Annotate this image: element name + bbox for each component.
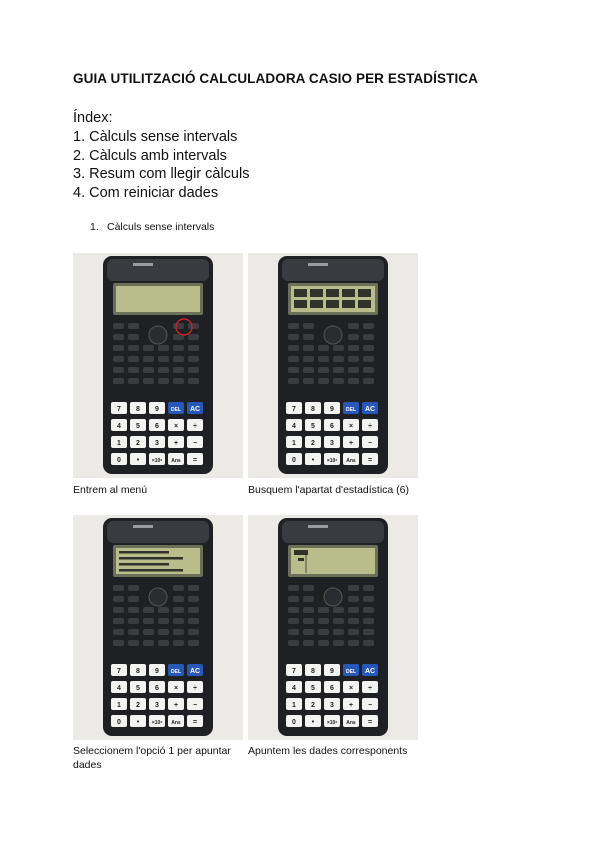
key-label: •	[136, 719, 140, 726]
function-key	[333, 345, 344, 351]
index-list	[73, 128, 249, 202]
brand-logo	[308, 525, 328, 528]
list-line	[119, 551, 169, 554]
function-key	[288, 378, 299, 384]
function-key	[348, 378, 359, 384]
key-label: 3	[155, 702, 159, 709]
function-key	[303, 323, 314, 329]
key-label: 2	[136, 440, 140, 447]
function-key	[128, 640, 139, 646]
function-key	[288, 629, 299, 635]
key-label: ×10ˣ	[151, 458, 163, 464]
function-key	[348, 618, 359, 624]
key-label: 4	[117, 685, 121, 692]
key-label: DEL	[171, 407, 181, 413]
key-label: •	[311, 719, 315, 726]
caption-4: Apuntem les dades corresponents	[248, 745, 408, 757]
function-key	[318, 378, 329, 384]
function-key	[188, 378, 199, 384]
function-key	[303, 367, 314, 373]
function-key	[303, 585, 314, 591]
function-key	[188, 618, 199, 624]
function-key	[303, 345, 314, 351]
function-key	[143, 345, 154, 351]
function-key	[348, 607, 359, 613]
function-key	[188, 640, 199, 646]
function-key	[188, 334, 199, 340]
key-label: DEL	[346, 669, 356, 675]
key-label: 0	[117, 719, 121, 726]
function-key	[158, 378, 169, 384]
function-key	[288, 596, 299, 602]
function-key	[128, 356, 139, 362]
function-key	[363, 585, 374, 591]
index-item: 2. Càlculs amb intervals	[73, 147, 227, 164]
function-key	[158, 607, 169, 613]
function-key	[128, 618, 139, 624]
function-key	[173, 618, 184, 624]
function-key	[143, 618, 154, 624]
key-label: −	[367, 702, 373, 709]
function-key	[113, 356, 124, 362]
key-label: 6	[330, 685, 334, 692]
function-key	[173, 629, 184, 635]
function-key	[288, 607, 299, 613]
function-key	[333, 640, 344, 646]
section-heading	[90, 221, 214, 233]
index-item: 4. Com reiniciar dades	[73, 184, 219, 201]
key-label: =	[367, 719, 373, 726]
function-key	[288, 345, 299, 351]
function-key	[188, 345, 199, 351]
key-label: 8	[136, 406, 140, 413]
menu-glyph	[310, 289, 323, 297]
key-label: AC	[189, 406, 201, 413]
function-key	[113, 585, 124, 591]
function-key	[158, 640, 169, 646]
function-key	[303, 607, 314, 613]
function-key	[188, 367, 199, 373]
key-label: 2	[311, 702, 315, 709]
function-key	[113, 345, 124, 351]
function-key	[288, 367, 299, 373]
key-label: +	[348, 702, 354, 709]
key-label: DEL	[346, 407, 356, 413]
key-label: ×10ˣ	[151, 720, 163, 726]
function-key	[143, 378, 154, 384]
key-label: 2	[311, 440, 315, 447]
function-key	[113, 618, 124, 624]
key-label: 0	[292, 719, 296, 726]
key-label: 1	[117, 440, 121, 447]
key-label: ×	[173, 423, 179, 430]
key-label: 4	[292, 685, 296, 692]
function-key	[363, 356, 374, 362]
function-key	[348, 367, 359, 373]
function-key	[348, 334, 359, 340]
calculator-illustration	[73, 515, 243, 740]
function-key	[363, 618, 374, 624]
function-key	[333, 378, 344, 384]
function-key	[363, 629, 374, 635]
function-key	[318, 345, 329, 351]
function-key	[333, 607, 344, 613]
function-key	[143, 640, 154, 646]
calculator-photo-4	[248, 515, 418, 740]
index-item: 3. Resum com llegir càlculs	[73, 166, 250, 182]
function-key	[158, 367, 169, 373]
key-label: −	[192, 440, 198, 447]
key-label: 6	[155, 423, 159, 430]
key-label: ÷	[368, 685, 372, 692]
navigation-pad	[324, 588, 342, 606]
function-key	[363, 367, 374, 373]
function-key	[113, 629, 124, 635]
function-key	[363, 323, 374, 329]
function-key	[348, 629, 359, 635]
function-key	[318, 607, 329, 613]
key-label: Ans	[171, 720, 181, 726]
key-label: 9	[155, 406, 159, 413]
function-key	[173, 607, 184, 613]
function-key	[288, 640, 299, 646]
function-key	[303, 640, 314, 646]
function-key	[303, 356, 314, 362]
key-label: ÷	[368, 423, 372, 430]
function-key	[188, 596, 199, 602]
function-key	[288, 334, 299, 340]
key-label: 9	[155, 668, 159, 675]
key-label: 9	[330, 406, 334, 413]
key-label: 7	[117, 406, 121, 413]
brand-logo	[308, 263, 328, 266]
function-key	[173, 596, 184, 602]
key-label: 5	[311, 685, 315, 692]
key-label: +	[173, 440, 179, 447]
key-label: 3	[330, 440, 334, 447]
function-key	[363, 640, 374, 646]
function-key	[158, 345, 169, 351]
key-label: −	[367, 440, 373, 447]
function-key	[113, 323, 124, 329]
function-key	[173, 367, 184, 373]
key-label: AC	[364, 668, 376, 675]
function-key	[128, 378, 139, 384]
function-key	[333, 618, 344, 624]
key-label: ×10ˣ	[326, 458, 338, 464]
key-label: 3	[155, 440, 159, 447]
calculator-illustration	[248, 253, 418, 478]
key-label: +	[348, 440, 354, 447]
function-key	[113, 378, 124, 384]
function-key	[113, 334, 124, 340]
function-key	[288, 618, 299, 624]
function-key	[128, 334, 139, 340]
function-key	[173, 640, 184, 646]
calculator-illustration	[73, 253, 243, 478]
function-key	[173, 356, 184, 362]
navigation-pad	[149, 326, 167, 344]
function-key	[333, 367, 344, 373]
key-label: ÷	[193, 685, 197, 692]
menu-glyph	[326, 300, 339, 308]
function-key	[158, 618, 169, 624]
function-key	[363, 345, 374, 351]
function-key	[303, 334, 314, 340]
function-key	[128, 323, 139, 329]
calculator-photo-2	[248, 253, 418, 478]
menu-glyph	[342, 300, 355, 308]
function-key	[288, 585, 299, 591]
function-key	[143, 607, 154, 613]
section-number: 1.	[90, 221, 99, 233]
key-label: ×	[173, 685, 179, 692]
function-key	[188, 323, 199, 329]
caption-3: Seleccionem l'opció 1 per apuntar dades	[73, 745, 231, 771]
calculator-photo-3	[73, 515, 243, 740]
function-key	[158, 629, 169, 635]
function-key	[318, 640, 329, 646]
key-label: 7	[292, 668, 296, 675]
key-label: −	[192, 702, 198, 709]
function-key	[288, 323, 299, 329]
key-label: •	[136, 457, 140, 464]
function-key	[128, 585, 139, 591]
function-key	[188, 585, 199, 591]
key-label: AC	[364, 406, 376, 413]
navigation-pad	[149, 588, 167, 606]
caption-1: Entrem al menú	[73, 484, 148, 496]
function-key	[303, 596, 314, 602]
menu-glyph	[342, 289, 355, 297]
key-label: AC	[189, 668, 201, 675]
function-key	[128, 607, 139, 613]
calculator-photo-1	[73, 253, 243, 478]
key-label: 8	[311, 406, 315, 413]
list-line	[119, 569, 183, 572]
key-label: 6	[330, 423, 334, 430]
key-label: =	[367, 457, 373, 464]
key-label: ×10ˣ	[326, 720, 338, 726]
function-key	[288, 356, 299, 362]
function-key	[318, 618, 329, 624]
function-key	[143, 629, 154, 635]
calculator-top-panel	[282, 521, 384, 543]
function-key	[348, 585, 359, 591]
menu-glyph	[358, 289, 371, 297]
function-key	[173, 585, 184, 591]
key-label: ×	[348, 685, 354, 692]
navigation-pad	[324, 326, 342, 344]
section-title: Càlculs sense intervals	[107, 221, 215, 233]
function-key	[348, 596, 359, 602]
function-key	[303, 378, 314, 384]
function-key	[113, 596, 124, 602]
document-title: GUIA UTILITZACIÓ CALCULADORA CASIO PER ESTADÍSTICA	[73, 71, 478, 86]
list-line	[119, 563, 169, 566]
calculator-top-panel	[282, 259, 384, 281]
calculator-top-panel	[107, 521, 209, 543]
function-key	[188, 629, 199, 635]
function-key	[363, 607, 374, 613]
index-item: 1. Càlculs sense intervals	[73, 129, 238, 145]
calculator-illustration	[248, 515, 418, 740]
key-label: 5	[136, 685, 140, 692]
key-label: 5	[311, 423, 315, 430]
key-label: DEL	[171, 669, 181, 675]
function-key	[318, 356, 329, 362]
function-key	[333, 356, 344, 362]
caption-2: Busquem l'apartat d'estadística (6)	[248, 484, 410, 496]
function-key	[348, 356, 359, 362]
brand-logo	[133, 263, 153, 266]
table-cell	[298, 558, 304, 561]
function-key	[303, 618, 314, 624]
key-label: 0	[117, 457, 121, 464]
calculator-screen	[116, 286, 200, 312]
key-label: 3	[330, 702, 334, 709]
function-key	[188, 607, 199, 613]
key-label: 1	[117, 702, 121, 709]
function-key	[363, 596, 374, 602]
menu-glyph	[358, 300, 371, 308]
key-label: 8	[136, 668, 140, 675]
function-key	[173, 345, 184, 351]
key-label: 2	[136, 702, 140, 709]
function-key	[348, 640, 359, 646]
function-key	[128, 367, 139, 373]
key-label: 1	[292, 440, 296, 447]
key-label: Ans	[346, 458, 356, 464]
key-label: 7	[117, 668, 121, 675]
menu-glyph	[326, 289, 339, 297]
function-key	[333, 629, 344, 635]
key-label: Ans	[171, 458, 181, 464]
function-key	[113, 607, 124, 613]
menu-glyph	[310, 300, 323, 308]
brand-logo	[133, 525, 153, 528]
function-key	[363, 378, 374, 384]
list-line	[119, 557, 183, 560]
function-key	[128, 345, 139, 351]
function-key	[188, 356, 199, 362]
function-key	[318, 367, 329, 373]
key-label: 4	[117, 423, 121, 430]
function-key	[128, 629, 139, 635]
key-label: 4	[292, 423, 296, 430]
function-key	[303, 629, 314, 635]
menu-glyph	[294, 300, 307, 308]
key-label: ÷	[193, 423, 197, 430]
function-key	[363, 334, 374, 340]
key-label: 0	[292, 457, 296, 464]
key-label: +	[173, 702, 179, 709]
key-label: 9	[330, 668, 334, 675]
function-key	[128, 596, 139, 602]
function-key	[348, 345, 359, 351]
key-label: =	[192, 457, 198, 464]
key-label: Ans	[346, 720, 356, 726]
key-label: 5	[136, 423, 140, 430]
key-label: 1	[292, 702, 296, 709]
function-key	[158, 356, 169, 362]
function-key	[318, 629, 329, 635]
calculator-top-panel	[107, 259, 209, 281]
function-key	[348, 323, 359, 329]
function-key	[113, 367, 124, 373]
function-key	[113, 640, 124, 646]
key-label: 8	[311, 668, 315, 675]
function-key	[173, 323, 184, 329]
function-key	[143, 356, 154, 362]
key-label: •	[311, 457, 315, 464]
menu-glyph	[294, 289, 307, 297]
function-key	[173, 378, 184, 384]
index-heading: Índex:	[73, 110, 113, 126]
key-label: 7	[292, 406, 296, 413]
key-label: 6	[155, 685, 159, 692]
function-key	[143, 367, 154, 373]
key-label: ×	[348, 423, 354, 430]
key-label: =	[192, 719, 198, 726]
